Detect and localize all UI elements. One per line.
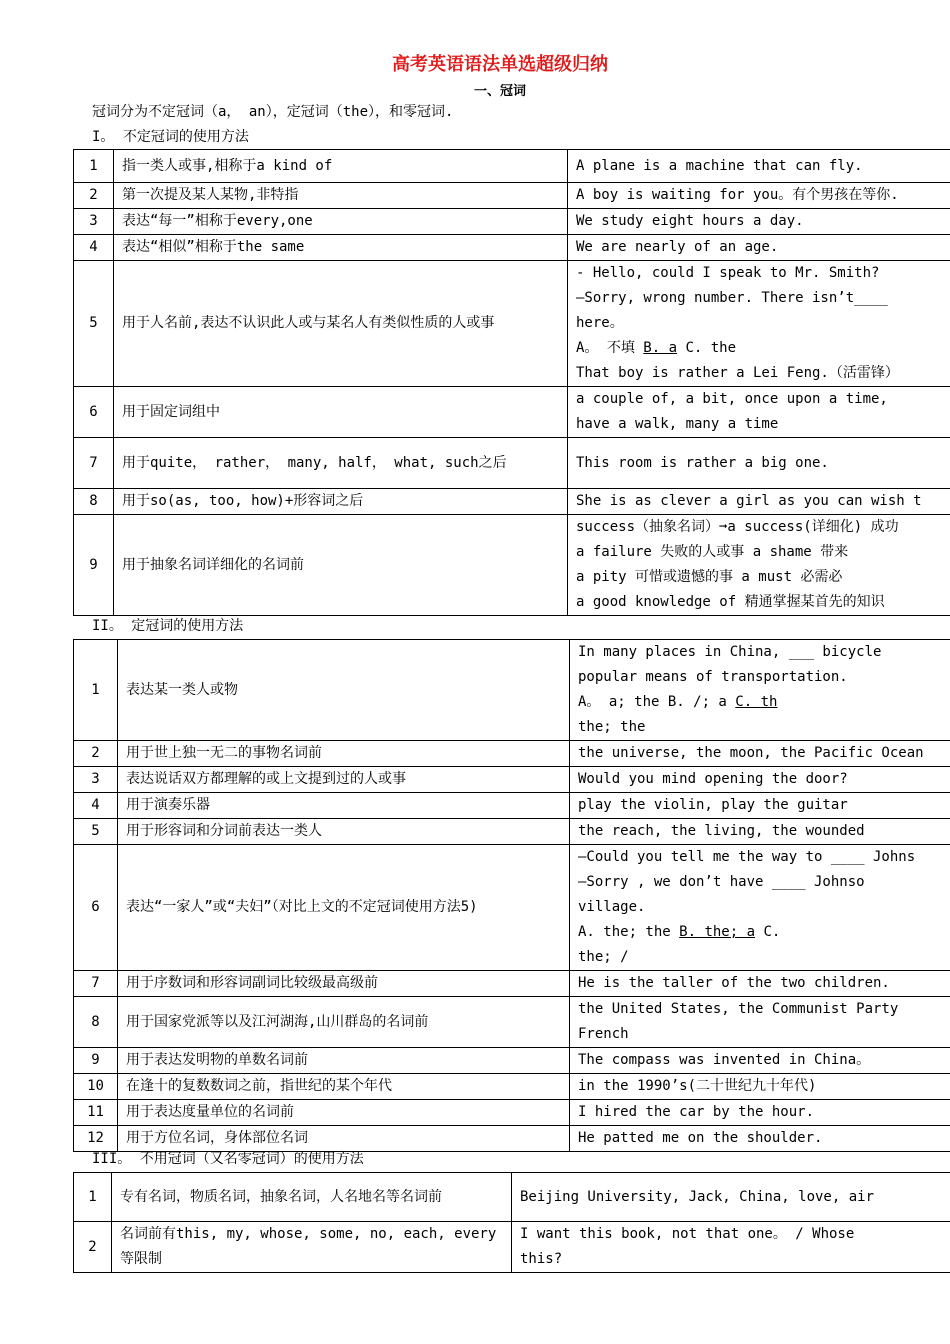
example-line: Beijing University, Jack, China, love, air <box>520 1188 875 1205</box>
table-row <box>74 1222 950 1273</box>
example-cell <box>570 767 950 793</box>
row-number: 3 <box>74 209 114 235</box>
document-title: 高考英语语法单选超级归纳 <box>392 54 608 75</box>
table-row <box>74 1173 950 1222</box>
usage-cell: 用于序数词和形容词副词比较级最高级前 <box>118 971 570 997</box>
row-number: 11 <box>74 1100 118 1126</box>
usage-cell: 用于形容词和分词前表达一类人 <box>118 819 570 845</box>
example-cell <box>570 845 950 971</box>
example-line: We study eight hours a day. <box>576 213 804 229</box>
example-line: She is as clever a girl as you can wish t <box>576 493 922 509</box>
example-cell <box>568 515 950 616</box>
example-line: —Sorry, wrong number. There isn’t____ <box>576 290 888 306</box>
example-line: —Sorry , we don’t have ____ Johnso <box>578 874 865 890</box>
usage-cell: 在逢十的复数数词之前，指世纪的某个年代 <box>118 1074 570 1100</box>
example-line: popular means of transportation. <box>578 669 848 685</box>
example-line: A plane is a machine that can fly. <box>576 157 863 174</box>
usage-cell: 用于表达发明物的单数名词前 <box>118 1048 570 1074</box>
example-cell <box>568 235 950 261</box>
table-row <box>74 1074 950 1100</box>
example-line: a pity 可惜或遗憾的事 a must 必需必 <box>576 569 843 585</box>
example-line: A. the; the B. the; a C. <box>578 924 781 940</box>
example-line: a couple of, a bit, once upon a time, <box>576 391 888 407</box>
row-number: 4 <box>74 235 114 261</box>
row-number: 9 <box>74 1048 118 1074</box>
usage-cell: 表达说话双方都理解的或上文提到过的人或事 <box>118 767 570 793</box>
example-line: French <box>578 1026 629 1042</box>
table-row <box>74 235 950 261</box>
example-line: In many places in China, ___ bicycle <box>578 644 882 660</box>
row-number: 6 <box>74 845 118 971</box>
row-number: 5 <box>74 261 114 387</box>
usage-cell: 用于固定词组中 <box>114 387 568 438</box>
section-title: 一、冠词 <box>473 84 526 99</box>
row-number: 9 <box>74 515 114 616</box>
table-row <box>74 150 950 183</box>
example-line: have a walk, many a time <box>576 416 779 432</box>
example-line: This room is rather a big one. <box>576 454 829 471</box>
table-row <box>74 793 950 819</box>
row-number: 2 <box>74 741 118 767</box>
example-line: the United States, the Communist Party <box>578 1001 899 1017</box>
example-line: A boy is waiting for you。有个男孩在等你. <box>576 187 899 203</box>
row-number: 2 <box>74 1222 112 1273</box>
example-line: We are nearly of an age. <box>576 239 779 255</box>
example-line: A。 不填 B. a C. the <box>576 340 737 356</box>
example-line: A。 a; the B. /; a C. th <box>578 694 778 710</box>
example-line: the; the <box>578 719 646 735</box>
row-number: 1 <box>74 640 118 741</box>
table-row <box>74 489 950 515</box>
table-row <box>74 997 950 1048</box>
example-line: the; / <box>578 949 629 965</box>
example-line: - Hello, could I speak to Mr. Smith? <box>576 265 880 281</box>
table-row <box>74 183 950 209</box>
usage-cell: 表达“每一”相称于every,one <box>114 209 568 235</box>
example-line: the universe, the moon, the Pacific Ocean <box>578 745 924 761</box>
example-line: That boy is rather a Lei Feng.（活雷锋） <box>576 365 899 381</box>
row-number: 6 <box>74 387 114 438</box>
usage-cell: 表达“相似”相称于the same <box>114 235 568 261</box>
example-cell <box>570 1074 950 1100</box>
example-cell <box>512 1173 950 1222</box>
row-number: 12 <box>74 1126 118 1152</box>
part1-heading: I。 不定冠词的使用方法 <box>92 129 249 145</box>
example-cell <box>568 387 950 438</box>
usage-cell: 名词前有this, my, whose, some, no, each, every等限制 <box>112 1222 512 1273</box>
row-number: 1 <box>74 1173 112 1222</box>
table-row <box>74 819 950 845</box>
table-row <box>74 438 950 489</box>
table-row <box>74 515 950 616</box>
example-line: The compass was invented in China。 <box>578 1052 871 1068</box>
table-row <box>74 1048 950 1074</box>
table-row <box>74 845 950 971</box>
part3-heading: III。 不用冠词（又名零冠词）的使用方法 <box>92 1151 364 1167</box>
part2-heading: II。 定冠词的使用方法 <box>92 618 244 634</box>
usage-cell: 用于quite， rather， many, half， what, such之后 <box>114 438 568 489</box>
example-line: this? <box>520 1251 563 1267</box>
zero-article-table <box>73 1172 950 1273</box>
table-row <box>74 387 950 438</box>
row-number: 7 <box>74 438 114 489</box>
example-line: village. <box>578 899 646 915</box>
example-cell <box>570 997 950 1048</box>
example-cell <box>570 971 950 997</box>
usage-cell: 用于演奏乐器 <box>118 793 570 819</box>
table-row <box>74 971 950 997</box>
example-line: here。 <box>576 315 624 331</box>
example-line: play the violin, play the guitar <box>578 797 848 813</box>
table-row <box>74 767 950 793</box>
table-row <box>74 640 950 741</box>
usage-cell: 表达“一家人”或“夫妇”（对比上文的不定冠词使用方法5) <box>118 845 570 971</box>
example-line: success（抽象名词）➞a success(详细化) 成功 <box>576 519 899 535</box>
example-line: the reach, the living, the wounded <box>578 823 865 839</box>
definite-article-table <box>73 639 950 1152</box>
row-number: 8 <box>74 997 118 1048</box>
example-cell <box>570 1100 950 1126</box>
example-cell <box>570 1126 950 1152</box>
example-line: in the 1990’s(二十世纪九十年代) <box>578 1078 817 1094</box>
table-row <box>74 209 950 235</box>
usage-cell: 用于世上独一无二的事物名词前 <box>118 741 570 767</box>
example-line: a good knowledge of 精通掌握某首先的知识 <box>576 594 885 610</box>
usage-cell: 第一次提及某人某物,非特指 <box>114 183 568 209</box>
example-cell <box>568 261 950 387</box>
usage-cell: 用于so(as, too, how)+形容词之后 <box>114 489 568 515</box>
usage-cell: 用于方位名词，身体部位名词 <box>118 1126 570 1152</box>
indefinite-article-table <box>73 149 950 616</box>
example-cell <box>512 1222 950 1273</box>
usage-cell: 表达某一类人或物 <box>118 640 570 741</box>
example-cell <box>568 183 950 209</box>
example-cell <box>570 640 950 741</box>
example-line: a failure 失败的人或事 a shame 带来 <box>576 544 849 560</box>
table-row <box>74 261 950 387</box>
usage-cell: 用于人名前,表达不认识此人或与某名人有类似性质的人或事 <box>114 261 568 387</box>
example-cell <box>568 489 950 515</box>
table-row <box>74 1100 950 1126</box>
table-row <box>74 741 950 767</box>
example-cell <box>568 150 950 183</box>
row-number: 4 <box>74 793 118 819</box>
row-number: 2 <box>74 183 114 209</box>
example-cell <box>570 819 950 845</box>
example-cell <box>568 209 950 235</box>
example-line: I want this book, not that one。 / Whose <box>520 1226 855 1242</box>
intro-text: 冠词分为不定冠词（a， an），定冠词（the），和零冠词. <box>92 104 454 120</box>
row-number: 7 <box>74 971 118 997</box>
example-line: —Could you tell me the way to ____ Johns <box>578 849 916 865</box>
usage-cell: 用于表达度量单位的名词前 <box>118 1100 570 1126</box>
example-cell <box>570 741 950 767</box>
example-line: He is the taller of the two children. <box>578 975 890 991</box>
usage-cell: 用于抽象名词详细化的名词前 <box>114 515 568 616</box>
row-number: 5 <box>74 819 118 845</box>
example-cell <box>568 438 950 489</box>
row-number: 1 <box>74 150 114 183</box>
example-cell <box>570 1048 950 1074</box>
row-number: 3 <box>74 767 118 793</box>
usage-cell: 用于国家党派等以及江河湖海,山川群岛的名词前 <box>118 997 570 1048</box>
row-number: 10 <box>74 1074 118 1100</box>
usage-cell: 指一类人或事,相称于a kind of <box>114 150 568 183</box>
row-number: 8 <box>74 489 114 515</box>
example-line: He patted me on the shoulder. <box>578 1130 823 1146</box>
example-cell <box>570 793 950 819</box>
example-line: Would you mind opening the door? <box>578 771 848 787</box>
usage-cell: 专有名词，物质名词，抽象名词，人名地名等名词前 <box>112 1173 512 1222</box>
example-line: I hired the car by the hour. <box>578 1104 815 1120</box>
